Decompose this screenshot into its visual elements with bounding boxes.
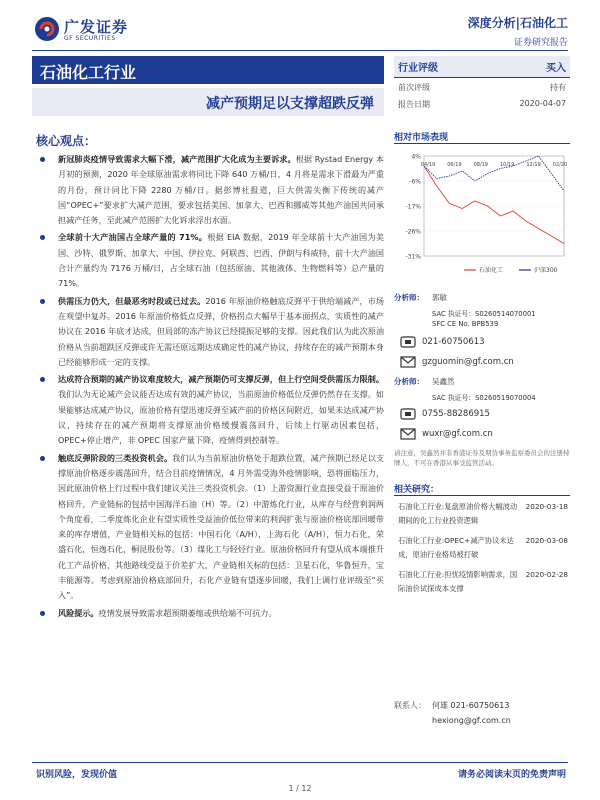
rating-row-label: 报告日期: [398, 100, 430, 109]
company-logo: [34, 14, 144, 50]
page-number: 1 / 12: [288, 784, 312, 793]
related-divider: [394, 495, 570, 496]
series-line-0: [424, 166, 564, 244]
bullet-dot-icon: [40, 456, 45, 461]
analyst-phone: 021-60750613: [422, 337, 485, 347]
bullet-heading: 风险提示。: [58, 607, 99, 618]
email-icon: [400, 356, 416, 368]
analyst-section: [394, 292, 570, 468]
phone-icon: [400, 408, 416, 420]
analyst-name: 郭敏: [432, 293, 447, 302]
report-category: 深度分析|石油化工: [467, 16, 568, 30]
analyst-phone-row: [394, 332, 570, 352]
contact-label: 联系人：: [394, 701, 426, 710]
bullet-text: 根据 EIA 数据，2019 年全球前十大产油国为美国、沙特、俄罗斯、加拿大、中国、伊拉克、阿联酋、巴西、伊朗与科威特，前十大产油国合计产量约为 7176 万桶/日，占全球石油（包括原油、其他液体、生物燃料等）总产量的 71%。: [58, 232, 384, 289]
analyst-phone-row: [394, 404, 570, 424]
rating-row-label: 前次评级: [398, 83, 430, 92]
core-bullet: [36, 451, 384, 604]
core-bullet: [36, 372, 384, 448]
bullet-heading: 供需压力仍大，但最恶劣时段或已过去。: [58, 295, 206, 306]
x-tick-label: 04/19: [420, 162, 436, 168]
logo-name: 广发证券: [64, 18, 129, 36]
industry-banner: 石油化工行业: [32, 56, 384, 84]
rating-row: [394, 95, 570, 112]
y-tick-label: -26%: [405, 228, 421, 236]
analyst-sfc-row: [394, 320, 570, 332]
bullet-dot-icon: [40, 235, 45, 240]
contact-email[interactable]: hexiong@gf.com.cn: [432, 716, 511, 725]
related-research-list: [398, 500, 568, 602]
analyst-sac: SAC 执证号：S0260519070004: [432, 394, 536, 402]
analyst-email[interactable]: wuxr@gf.com.cn: [422, 429, 493, 439]
x-tick-label: 10/19: [499, 162, 515, 168]
related-item-date: 2020-03-08: [525, 536, 568, 545]
core-views-title: 核心观点：: [36, 134, 97, 148]
bullet-dot-icon: [40, 377, 45, 382]
footer-slogan: 识别风险，发现价值: [36, 770, 118, 780]
analyst-sac-row: [394, 308, 570, 320]
analyst-sac: SAC 执证号：S0260514070001: [432, 310, 536, 318]
header-divider: [32, 50, 568, 51]
analyst-name-row: [394, 292, 570, 308]
x-tick-label: 12/19: [526, 162, 541, 168]
related-item-date: 2020-02-28: [525, 570, 568, 579]
perf-divider: [394, 143, 570, 144]
related-item-date: 2020-03-18: [525, 502, 568, 511]
analyst-label: 分析师：: [394, 293, 424, 302]
contact-section: [394, 698, 570, 728]
legend-label: 沪深300: [534, 267, 558, 274]
contact-email-row: [394, 713, 570, 728]
gf-logo-icon: [34, 16, 60, 42]
perf-title: 相对市场表现: [394, 133, 449, 143]
related-research-title: 相关研究：: [394, 485, 440, 495]
series-line-1: [424, 156, 564, 191]
rating-row-value: 持有: [550, 83, 566, 92]
rating-box: [394, 56, 570, 112]
rating-row-value: 2020-04-07: [519, 99, 566, 108]
bullet-dot-icon: [40, 299, 45, 304]
rating-row: [394, 78, 570, 95]
x-tick-label: 06/19: [447, 162, 462, 168]
report-type: 证券研究报告: [513, 38, 568, 48]
bullet-dot-icon: [40, 611, 45, 616]
bullet-heading: 新冠肺炎疫情导致需求大幅下滑，减产范围扩大化成为主要诉求。: [58, 154, 296, 164]
email-icon: [400, 428, 416, 440]
related-item[interactable]: [398, 534, 568, 562]
x-tick-label: 08/19: [473, 162, 489, 168]
y-tick-label: -17%: [405, 203, 421, 211]
related-item-title[interactable]: 石油化工行业:担忧疫情影响需求，国际油价试探成本支撑: [398, 570, 518, 593]
related-item[interactable]: [398, 568, 568, 596]
core-bullet: [36, 152, 384, 228]
analyst-phone: 0755-88286915: [422, 409, 490, 419]
footer-divider: [32, 762, 568, 763]
bullet-heading: 达成符合预期的减产协议难度较大，减产预期仍可支撑反弹，但上行空间受供需压力限制。: [58, 374, 384, 385]
footer-disclaimer: 请务必阅读末页的免责声明: [457, 770, 566, 780]
y-tick-label: -6%: [409, 178, 421, 186]
analyst-name: 吴鑫然: [432, 377, 455, 386]
contact-name: 何雄 021-60750613: [432, 701, 510, 710]
analyst-label: 分析师：: [394, 377, 424, 386]
legend-label: 石油化工: [479, 267, 504, 274]
core-bullet: [36, 230, 384, 291]
analyst-name-row: [394, 376, 570, 392]
bullet-text: 疫情发展导致需求超预期萎缩或供给端不可抗力。: [98, 607, 277, 618]
contact-row: [394, 698, 570, 713]
bullet-text: 根据 Rystad Energy 本月初的预测，2020 年全球原油需求将同比下降 640 万桶/日，4 月将是需求下滑最为严重的月份，预计同比下降 2280 万桶/日。据彭博社报道，巨大供需失衡下传统的减产国“OPEC+”要求扩大减产范围，要求包括美国、加拿大、巴西和挪威等其他产油国共同承担减产任务，至此减产范围扩大化诉求浮出水面。: [58, 154, 384, 226]
rating-label: 行业评级: [398, 63, 438, 74]
rating-header: [394, 56, 570, 78]
bullet-text: 我们认为无论减产会议能否达成有效的减产协议，当前原油价格低位反弹仍然存在支撑。如果能够达成减产协议，原油价格有望迅速反弹至减产前的价格区间附近，如果未达成减产协议，持续存在的减产预期将支撑原油价格缓慢震荡回升，后续上行驱动因素包括，OPEC+停止增产，非 OPEC 国家产量下降，疫情得到控制等。: [58, 389, 384, 446]
bullet-text: 2016 年原油价格触底反弹平于供给端减产，市场在观望中复苏。2016 年原油价格低点反弹，价格拐点大幅早于基本面拐点，实质性的减产协议在 2016 年底才达成，但局部的冻产协议已经提振足够的支撑。因此我们认为此次原油价格从当前超跌区反弹或许无需还原远期达成确定性的减产协议，持续存在的减产预期本身已经能够形成一定的支撑。: [58, 295, 384, 367]
analyst-disclaimer: 请注意，吴鑫然并非香港证券及期货事务监察委员会的注册持牌人，不可在香港从事受监管活动。: [394, 449, 570, 467]
related-item-title[interactable]: 石油化工行业:OPEC+减产协议未达成，原油行业格局被打破: [398, 536, 514, 559]
bullet-text: 我们认为当前原油价格处于超跌位置，减产预期已经足以支撑原油价格逐步震荡回升，结合目前疫情情况，4 月外需受海外疫情影响，恐将面临压力，因此原油价格上行过程中我们建议关注三类投资机会。（1）上游资源行业直接受益于原油价格回升，产业链标的包括中国海洋石油（H）等。（2）中游炼化行业，从库存与经营利润两个角度看，二季度炼化企业有望实质性受益油价低位带来的利润扩张与原油价格底部回暖带来的库存增值，产业链相关标的包括：中国石化（A/H），上海石化（A/H），恒力石化，荣盛石化，恒逸石化，桐昆股份等。（3）煤化工与轻烃行业。原油价格回升有望从成本端推升化工产品价格，其他路线受益于价差扩大，产业链相关标的包括：卫星石化，华鲁恒升，宝丰能源等。考虑到原油价格底部回升，石化产业链有望逐步回暖，我们上调行业评级至“买入”。: [58, 452, 384, 601]
analyst-sfc: SFC CE No. BPB539: [432, 320, 499, 328]
y-tick-label: 4%: [411, 153, 421, 161]
analyst-sac-row: [394, 392, 570, 404]
analyst-email-row: [394, 352, 570, 372]
y-tick-label: -31%: [405, 253, 421, 261]
logo-subtitle: GF SECURITIES: [64, 35, 116, 42]
analyst-email[interactable]: gzguomin@gf.com.cn: [422, 357, 514, 367]
report-title: 减产预期足以支撑超跌反弹: [32, 88, 384, 116]
core-bullet: [36, 294, 384, 370]
header-right: [468, 14, 568, 48]
related-item-title[interactable]: 石油化工行业:复盘原油价格大幅波动期间的化工行业投资逻辑: [398, 502, 518, 525]
related-item[interactable]: [398, 500, 568, 528]
bullet-heading: 触底反弹阶段的三类投资机会。: [58, 452, 173, 463]
relative-performance-chart: [394, 148, 570, 280]
analyst-email-row: [394, 424, 570, 444]
core-bullet: [36, 606, 384, 621]
rating-value: 买入: [546, 63, 566, 74]
bullet-dot-icon: [40, 157, 45, 162]
x-tick-label: 02/20: [552, 162, 568, 168]
core-views-list: [36, 152, 384, 623]
phone-icon: [400, 336, 416, 348]
bullet-heading: 全球前十大产油国占全球产量的 71%。: [58, 232, 208, 243]
